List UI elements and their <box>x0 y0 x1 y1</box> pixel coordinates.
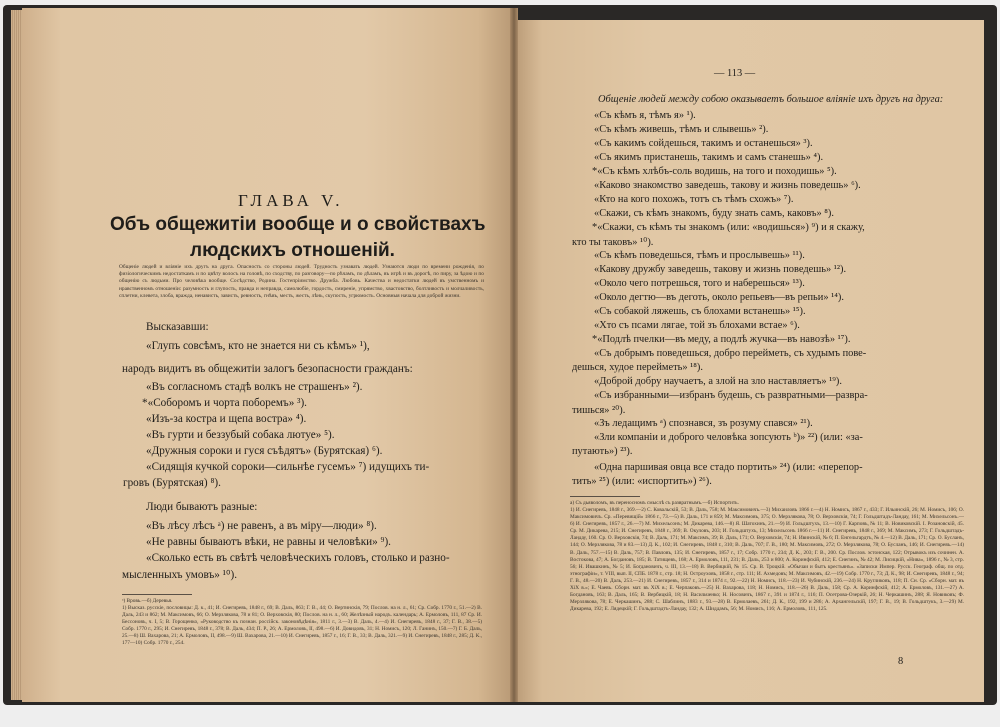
proverb-line: «Скажи, съ кѣмъ знакомъ, буду знать самъ, каковъ» ⁸). <box>594 208 834 219</box>
proverb-line: «Каково знакомство заведешь, таковy и жизнь поведешь» ⁶). <box>594 180 861 191</box>
proverb-line: тишься» ²⁰). <box>572 405 626 416</box>
proverb-line: «Около дегтю—въ деготь, около репьевъ—въ репьи» ¹⁴). <box>594 292 844 303</box>
footnote-a: а) Съ дьяволомъ, въ переносномъ смыслѣ съ развратнымъ.—б) Испортить. <box>570 500 739 506</box>
proverb-line: «Сидящiя кучкой сороки—сильнѣе гусемъ» ⁷) идущихъ ти- <box>146 461 430 473</box>
intro-2: народъ видитъ въ общежитiи залогъ безопасности гражданъ: <box>122 363 413 375</box>
footnote-rule <box>570 496 640 497</box>
footnotes: 1) И. Снегиревъ, 1848 г., 369.—2) С. Ковальскiй, 53; В. Даль, 758; М. Максимовичъ.—3) Михаиловъ 1866 г.—4) Н. Номисъ, 1867 г., 433; Г. Ильинскiй, 26; М. Номисъ, 106; О. Максимовичъ. Ср. «Перевищiй» 1866 г., 73.—5) В. Даль, 171 и 859; М. Максимовъ, 375; О. Мерзлякова, 78; О. Верховскiя, 74; Г. Гольдштадъ-Ландау, 161; М. Михельсонъ.—6) И. Снегиревъ, 1857 г., 26.—7) М. Михельсонъ; М. Дикарева, 146.—8) Я. Шатохинъ, 21.—9) И. Гольдштухъ, 13.—10) Г. Карповъ, № 11; В. Новиковскiй. I. Розановскiй, 45. Ср. М. Дикарева, 215; И. Снегиревъ, 1848 г., 369; В. Окуловъ, 203; И. Гольдштухъ, 13; Михельсонъ 1866 г.—11) И. Снегиревъ, 1848 г., 369; М. Максимъ, 273; Г. Гольдштадъ-Ландау, 160. Ср. О. Верховскiя, 74; В. Даль, 171; М. Максимъ, 39; В. Даль, 171; О. Верховскiя, 74; Н. Ивинскiй, № 6; П. Енгельгардтъ, № 4.—12) В. Даль, 171; Ср. О. Бусланъ, 144; О. Мерзлякова, 78 и 83.—13) Д. К., 102; И. Снегиревъ, 1848 г., 310; В. Даль, 707; Г. В., 180; М. Максимовъ, 272; О. Мерзлякова, 78; О. Бусланъ, 146; И. Снегиревъ.—14) В. Даль, 757.—15) В. Даль, 757; В. Павловъ, 135; И. Снегиревъ, 1857 г., 17; Собр. 1770 г., 234; Д. К., 203; Г. В., 200. Ср. Послов. эстонская, 122; Отрывокъ изъ сочинен. А. Востокова, 47; А. Богдановъ, 185; В. Татищевъ, 168; А. Ермоловъ, 111, 231; В. Даль, 253 и 800; А. Коринфскiй, 412; Е. Снегинъ, № 42; М. Лисицкiй, «Нива», 1896 г., № 3, стр. 56; Н. Ивашкинъ, № 5; И. Богдановичъ, ч. III, 13.—18) В. Вербицкiй, № 15. Ср. В. Троцкiй. «Обычаи и бытъ крестьянъ». «Записки Импер. Русск. Географ. общ. по отд. этнографiи», т. VIII, вып. II, СПБ. 1878 г., стр. 18; Н. Остроуховъ, 1858 г., стр. 111; И. Ахмедовъ; М. Максимовъ, 42.—19) Собр. 1770 г., 73; Д. К., 98; И. Снегиревъ, 1848 г., 94; Г. В., 48.—20) В. Даль, 253.—21) И. Снегиревъ, 1857 г., 314 и 1874 г., 92.—22) Н. Номисъ, 118.—23) И. Чубинскiй, 236.—24) Н. Кругликовъ, 118; П. Сн. Ср. «Сборн. мат. въ ХiХ в.»; Е. Чаевъ. Сборн. мат. въ ХiХ в.; Е. Черпаковъ.—25) Н. Вахарова, 118; Н. Номисъ, 118.—26) В. Даль, 158; Ср. А. Коринфскiй, 412; А. Ермоловъ, 131.—27) А. Богдановъ, 163; В. Даль, 165; В. Вербицкiй, 18; Н. Васильченко; Н. Носовичъ, 1867 г., 391 и 1874 г., 116; П. Осетрова-Озеркiй, 26; Н. Черкашинъ, 288; Я. Новиковъ; Ф. Мерзлякова, 78; Е. Черкашинъ, 288; С. Шаблинъ, 1883 г., 93.—28) В. Ермолаевъ, 261; Д. К., 192, 199 и 286; А. Архангельскiй, 197; Г. В., 19; В. Гольдштукъ, 3.—29) М. Дикарева, 192; Е. Лядецкiй; Г. Гольдштадтъ-Ландау, 132; А. Шиддамъ, 56; М. Номисъ, 116; А. Ермоловъ, 111, 125. <box>570 507 964 613</box>
proverb-line: путають») ²³). <box>572 446 633 457</box>
proverb-line: *«Скажи, съ кѣмъ ты знакомъ (или: «водишься») ⁹) и я скажу, <box>592 222 865 233</box>
proverb-line: тить» ²⁵) (или: «испортить») ²⁶). <box>572 476 712 487</box>
proverb-line: дешься, худое перейметь» ¹⁸). <box>572 362 703 373</box>
proverb-line: «Сколько есть въ свѣтѣ человѣческихъ головъ, столько и разно- <box>146 552 450 564</box>
right-page <box>514 20 984 702</box>
proverb-line: мысленныхъ умовъ» ¹⁰). <box>122 569 238 581</box>
proverb-line: «Доброй добру научаетъ, а злой на зло наставляетъ» ¹⁹). <box>594 376 842 387</box>
proverb-line: *«Соборомъ и чорта поборемъ» ³). <box>142 397 307 409</box>
intro-3: Люди бываютъ разные: <box>146 501 258 513</box>
proverb-line: «Какову дружбу заведешь, таковy и жизнь поведешь» ¹²). <box>594 264 847 275</box>
proverb-line: «Въ гурти и беззубый собака лютуе» ⁵). <box>146 429 335 441</box>
chapter-title-line2: людскихъ отношенiй. <box>190 240 395 261</box>
chapter-title-line1: Объ общежитiи вообще и о свойствахъ <box>110 214 486 235</box>
proverb-line: «Изъ-за костра и щепа востра» ⁴). <box>146 413 307 425</box>
footnote-a: ᵃ) Вровь.—б) Деревья. <box>122 598 173 604</box>
proverb-line: кто ты таковъ» ¹⁰). <box>572 237 654 248</box>
intro: Общенiе людей между собою оказываетъ большое влiянiе ихъ другъ на друга: <box>598 94 944 105</box>
proverb-line: *«Подлѣ пчелки—въ меду, а подлѣ жучка—въ навозѣ» ¹⁷). <box>592 334 851 345</box>
footnotes: 1) Высказ. русскiе, пословицы: Д. к., 41; И. Снегиревъ, 1848 г., 69; В. Даль, 863; Г. В., 44; О. Вертинскiя, 79; Послов. на н. л., 61; Ср. Собр. 1770 г., 51.—2) В. Даль, 243 и 862; М. Максимовъ, 66; О. Мерзлякова, 78 и 81; О. Верховскiя, 80; Послов. на н. л., 60; Желѣзный народъ. календарь; А. Ермоловъ, 111, 87 Ср. И. Бессоновъ, ч. I, 5; В. Горощенко, «Руководство къ познан. россiйск. законовѣдѣнiя», 1811 г., 3.—3) В. Даль, 4.—4) И. Снегиревъ, 1848 г., 37; Г. В., 38.—5) Собр. 1770 г., 295; И. Снегиревъ, 1848 г., 378; В. Даль, 434; П. Р., 26; А. Ермоловъ, II, 498.—6) И. Довидовъ, 31; Н. Номисъ, 120; Л. Ганинъ, 150.—7) Г. Б. Даль, 25.—8) Ш. Вахарова, 21; А. Ермоловъ, II, 498.—9) Ш. Вахарова, 21.—10) И. Снегиревъ, 1857 г., 16; Г. В., 33; В. Даль, 321.—9) И. Снегиревъ, 1848 г., 285; Д. К., 177—10) Собр. 1770 г., 254. <box>122 605 482 647</box>
proverb-line: «Съ кѣмъ поведешься, тѣмъ и прослывешь» ¹¹). <box>594 250 805 261</box>
page-number: — 113 — <box>714 68 756 79</box>
proverb-1: «Глупъ совсѣмъ, кто не знается ни съ кѣмъ» ¹), <box>146 340 370 352</box>
proverb-line: «Кто на кого похожъ, тотъ съ тѣмъ схожъ» ⁷). <box>594 194 794 205</box>
left-page <box>22 8 512 702</box>
proverb-line: «Въ согласномъ стадѣ волкъ не страшенъ» ²). <box>146 381 363 393</box>
proverb-line: «Зли компанiи и доброго человѣка зопсують ᵇ)» ²²) (или: «за- <box>594 432 863 443</box>
proverb-line: «Съ кѣмъ живешь, тѣмъ и слывешь» ²). <box>594 124 769 135</box>
proverb-line: «Хто съ псами лягае, той зъ блохами встае» ⁶). <box>594 320 800 331</box>
proverb-line: «Съ какимъ сойдешься, такимъ и останешься» ³). <box>594 138 813 149</box>
proverb-line: «Съ избранными—избранъ будешь, съ развратными—развра- <box>594 390 868 401</box>
proverb-line: «Съ кѣмъ я, тѣмъ я» ¹). <box>594 110 696 121</box>
proverb-line: «Съ якимъ пристанешь, такимъ и самъ станешь» ⁴). <box>594 152 824 163</box>
proverb-line: гровъ (Бурятская) ⁸). <box>123 477 221 489</box>
signature-mark: 8 <box>898 656 904 667</box>
proverb-line: *«Съ кѣмъ хлѣбъ-соль водишь, на того и походишь» ⁵). <box>592 166 837 177</box>
chapter-summary: Общенiе людей и влiянiе ихъ другъ на друга. Опасность со стороны людей. Трудность узнавать людей. Узнаются люди по времени рожденiя, по физiологическимъ недостаткамъ и по цвѣту волосъ на головѣ, по сходству, по разговору—по рѣчамъ, по дѣламъ, въ игрѣ и въ дорогѣ, по пиру, за ѣдою и по общенiю съ людьми. Про человѣка вообще. Сосѣдство, Родина. Гостепрiимство. Дружба. Любовь. Качества и недостатки людей въ умственномъ и нравственномъ отношенiи: разумность и глупость, правда и неправда, самолюбiе, гордость, смиренiе, упрямство, хвастовство, болтливость и молчаливость, сплетни, клевета, злоба, вражда, ненависть, зависть, ревность, гнѣвъ, месть, жесть, лѣнь, скупость, угрюмость. Основныя начала для доброй жизни. <box>119 264 484 299</box>
proverb-line: «Дружныя сороки и гуся съѣдятъ» (Бурятская) ⁶). <box>146 445 383 457</box>
chapter-label: ГЛАВА V. <box>238 191 344 210</box>
book-gutter <box>510 8 518 702</box>
proverb-line: «Зъ ледащимъ ᵃ) спознався, зъ розуму спався» ²¹). <box>594 418 813 429</box>
proverb-line: «Въ лѣсу лѣсъ ᵃ) не равенъ, а въ мiру—люди» ⁸). <box>146 520 377 532</box>
proverb-line: «Съ собакой ляжешь, съ блохами встанешь» ¹⁵). <box>594 306 806 317</box>
proverb-line: «Около чего потрешься, того и наберешься» ¹³). <box>594 278 805 289</box>
footnote-rule <box>122 594 192 595</box>
proverb-line: «Не равны бываютъ вѣки, не равны и человѣки» ⁹). <box>146 536 391 548</box>
proverb-line: «Одна паршивая овца все стадо портить» ²⁴) (или: «перепор- <box>594 462 863 473</box>
proverb-line: «Съ добрымъ поведешься, добро перейметь, съ худымъ пове- <box>594 348 867 359</box>
intro-1: Высказавши: <box>146 321 209 333</box>
